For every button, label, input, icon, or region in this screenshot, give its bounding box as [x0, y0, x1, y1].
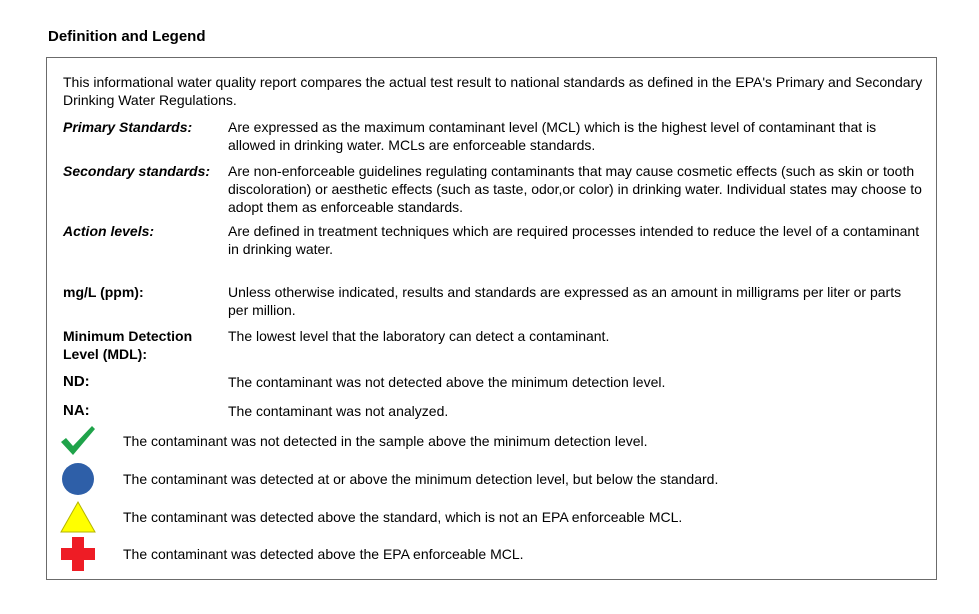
intro-text: This informational water quality report compares the actual test result to national standards as defined in the EPA's Primary and Secondary Drinking Water Regulations. — [63, 74, 923, 108]
blue-circle-icon — [61, 462, 95, 496]
term-mg-per-liter: mg/L (ppm): — [63, 284, 144, 300]
legend-box — [46, 57, 937, 580]
term-secondary-standards: Secondary standards: — [63, 163, 211, 179]
term-na: NA: — [63, 402, 90, 419]
yellow-triangle-icon — [59, 500, 97, 534]
red-cross-icon — [60, 536, 96, 572]
def-secondary-standards: Are non-enforceable guidelines regulating contaminants that may cause cosmetic effects (such as skin or tooth discoloration) or aesthetic effects (such as taste, odor,or color) in drinking water. Individual states may choose to adopt them as enforceable standards. — [228, 163, 922, 215]
def-mdl: The lowest level that the laboratory can detect a contaminant. — [228, 328, 610, 344]
def-na: The contaminant was not analyzed. — [228, 403, 449, 419]
term-action-levels: Action levels: — [63, 223, 155, 239]
term-mdl: Minimum Detection Level (MDL): — [63, 328, 193, 362]
def-mg-per-liter: Unless otherwise indicated, results and standards are expressed as an amount in milligrams per liter or parts per million. — [228, 284, 902, 318]
def-action-levels: Are defined in treatment techniques which are required processes intended to reduce the level of a contaminant in drinking water. — [228, 223, 920, 257]
term-primary-standards: Primary Standards: — [63, 119, 193, 135]
def-nd: The contaminant was not detected above the minimum detection level. — [228, 374, 666, 390]
section-heading: Definition and Legend — [48, 28, 206, 45]
legend-not-detected-text: The contaminant was not detected in the sample above the minimum detection level. — [123, 433, 648, 449]
legend-above-standard-text: The contaminant was detected above the standard, which is not an EPA enforceable MCL. — [123, 509, 683, 525]
green-checkmark-icon — [59, 424, 97, 458]
legend-below-standard-text: The contaminant was detected at or above the minimum detection level, but below the standard. — [123, 471, 719, 487]
legend-above-mcl-text: The contaminant was detected above the EPA enforceable MCL. — [123, 546, 524, 562]
def-primary-standards: Are expressed as the maximum contaminant level (MCL) which is the highest level of contaminant that is allowed in drinking water. MCLs are enforceable standards. — [228, 119, 877, 153]
term-nd: ND: — [63, 373, 90, 390]
